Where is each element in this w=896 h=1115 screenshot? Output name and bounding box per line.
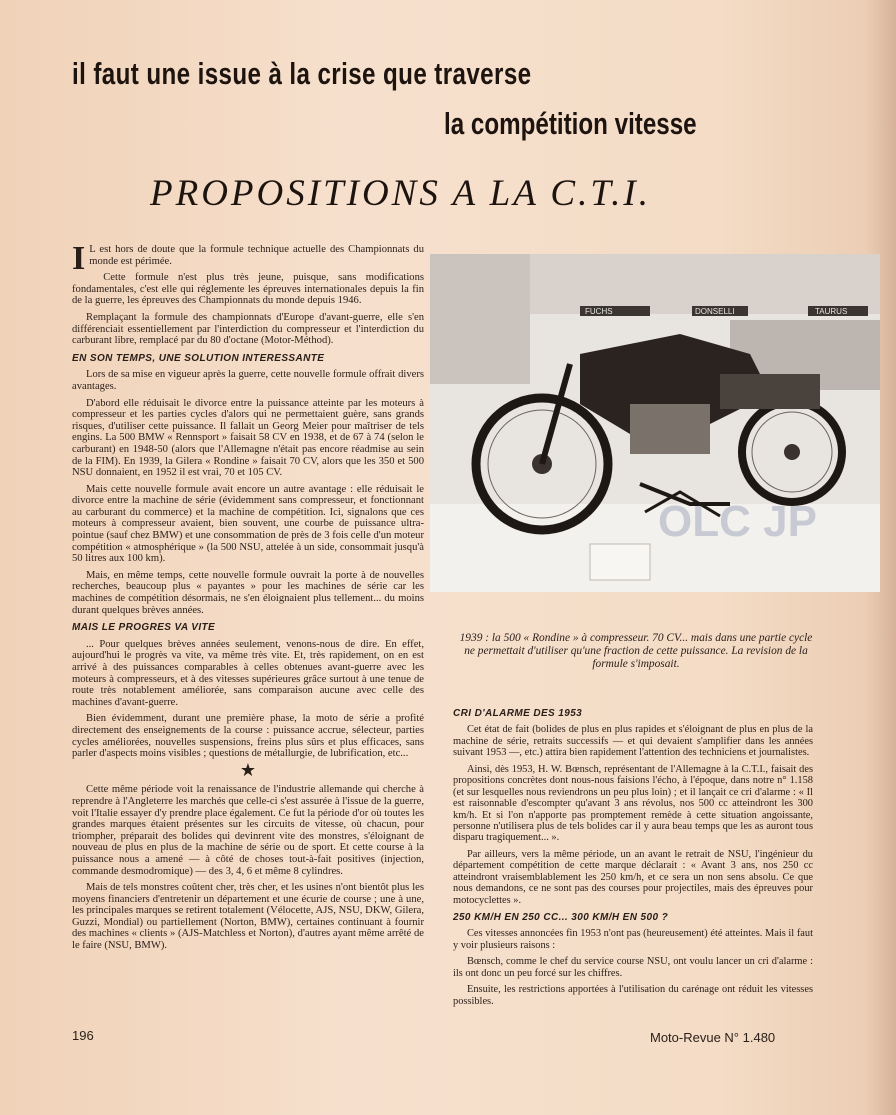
paragraph: Cet état de fait (bolides de plus en plus rapides et s'éloignant de plus en plus de la machine de série, retraits successifs — et qui devaient s'amplifier dans les années suivant 1953 —, etc.) attira bien rapidement l'attention des techniciens et journalistes. <box>453 724 813 759</box>
page-number: 196 <box>72 1028 94 1043</box>
paragraph: Mais, en même temps, cette nouvelle formule ouvrait la porte à de nouvelles recherches, beaucoup plus « payantes » pour les machines de série car les machines de compétition désormais, ne s'en éloignaient plus tellement... du moins durant quelques brèves années. <box>72 569 424 616</box>
stand-sign-fuchs: FUCHS <box>585 307 613 316</box>
paragraph: Ainsi, dès 1953, H. W. Bœnsch, représentant de l'Allemagne à la C.T.I., faisait des propositions concrètes dont nous-nous faisions l'écho, à l'époque, dans notre n° 1.158 (et sur lesquelles nous reviendrons un peu plus loin) ; et il lançait ce cri d'alarme : « Il est raisonnable d'escompter qu'avant 3 ans révolus, nos 500 cc atteindront les 300 km/h. Et si l'on n'apporte pas promptement remède à cette situation angoissante, personne n'utilisera plus de tels bolides car il y aura beau temps que les as auront tous disparu tragiquement... ». <box>453 763 813 844</box>
motorcycle-photo <box>430 254 880 592</box>
stand-sign-taurus: TAURUS <box>815 307 848 316</box>
paragraph: Lors de sa mise en vigueur après la guerre, cette nouvelle formule offrait divers avantages. <box>72 369 424 392</box>
magazine-issue: Moto-Revue N° 1.480 <box>650 1030 776 1045</box>
paragraph: Cette même période voit la renaissance de l'industrie allemande qui cherche à reprendre à l'Angleterre les marchés que celle-ci s'est assurée à l'issue de la guerre, voit l'Italie essayer d'y prendre place également. Ce fut la période d'or où toutes les grandes marques étaient présentes sur les circuits de vitesse, où chacun, pour triompher, préparait des bolides qui devinrent vite des monstres, s'éloignant de nouveau de plus en plus de la machine de série ou de sport. Et cette course à la puissance nous a amené — à côté de choses tout-à-fait positives (injection, commande desmodromique) — des 3, 4, 6 et même 8 cylindres. <box>72 784 424 877</box>
paragraph: Ensuite, les restrictions apportées à l'utilisation du carénage ont réduit les vitesses possibles. <box>453 984 813 1007</box>
paragraph: Ces vitesses annoncées fin 1953 n'ont pas (heureusement) été atteintes. Mais il faut y voir plusieurs raisons : <box>453 928 813 951</box>
section-heading: 250 KM/H EN 250 CC... 300 KM/H EN 500 ? <box>453 912 669 923</box>
motorcycle-illustration <box>430 254 880 592</box>
photo-caption: 1939 : la 500 « Rondine » à compresseur. 70 CV... mais dans une partie cycle ne permettait d'utiliser qu'une fraction de cette puissance. La revision de la formule s'imposait. <box>459 632 813 670</box>
paragraph: D'abord elle réduisait le divorce entre la puissance atteinte par les moteurs à compresseur et les parties cycles d'alors qui ne permettaient guère, sans grands risques, d'utiliser cette puissance. Il fallait un Georg Meier pour maîtriser de tels engins. La 500 BMW « Rennsport » faisait 58 CV en 1938, et de 67 à 74 (selon le carburant) en 1948-50 (alors que l'Allemagne n'était pas encore réadmise au sein de la FIM). En 1939, la Gilera « Rondine » faisait 70 CV, alors que les 350 et 500 NSU donnaient, en 1952 il est vrai, 70 et 105 CV. <box>72 397 424 479</box>
paragraph: Mais cette nouvelle formule avait encore un autre avantage : elle réduisait le divorce entre la machine de série (évidemment sans compresseur, et fonctionnant au carburant du commerce) et la machine de compétition. Ici, signalons que ces moteurs à compresseur avaient, bien souvent, une courbe de puissance ultra-pointue (sauf chez BMW) et une consommation de près de 3 fois celle d'un moteur compétition « atmosphérique » (la 500 NSU, attelée à un side, consommait jusqu'à 50 litres aux 100 km). <box>72 483 424 565</box>
paragraph: Bœnsch, comme le chef du service course NSU, ont voulu lancer un cri d'alarme : ils ont donc un peu forcé sur les chiffres. <box>453 956 813 979</box>
drop-cap: I <box>72 240 86 277</box>
paragraph: Par ailleurs, vers la même période, un an avant le retrait de NSU, l'ingénieur du département compétition de cette marque déclarait : « Avant 3 ans, nos 250 cc atteindront vraisemblablement les 250 km/h, et ce sera un non sens absolu. Ce que nous demandons, ce ne sont pas des courses pour projectiles, mais des épreuves pour motocyclettes ». <box>453 848 813 906</box>
headline-line-1: il faut une issue à la crise que traverse <box>72 56 532 91</box>
stand-sign-donselli: DONSELLI <box>695 307 735 316</box>
paragraph: Cette formule n'est plus très jeune, puisque, sans modifications fondamentales, c'est elle qui réglemente les épreuves internationales depuis la fin de la guerre, les épreuves des Championnats du monde depuis 1946. <box>72 272 424 307</box>
headline-line-2: la compétition vitesse <box>444 106 697 141</box>
section-heading: EN SON TEMPS, UNE SOLUTION INTERESSANTE <box>72 352 325 364</box>
watermark-logo: OLC JP <box>658 497 817 546</box>
paragraph: Mais de tels monstres coûtent cher, très cher, et les usines n'ont bientôt plus les moyens financiers d'entretenir un département et une écurie de course ; une à une, les principales marques se retirent totalement (Vélocette, AJS, NSU, DKW, Gilera, Guzzi, Mondial) ou partiellement (Norton, BMW), certaines continuant à fournir des machines « clients » (AJS-Matchless et Norton), d'autres ayant même arrêté de le faire (NSU, BMW). <box>72 882 424 952</box>
section-divider-star: ★ <box>239 759 257 780</box>
paragraph: ... Pour quelques brèves années seulement, venons-nous de dire. En effet, aujourd'hui le progrès va vite, va même très vite. Et, très rapidement, on en est arrivé à des puissances comparables à celles obtenues avant-guerre avec les moteurs à compresseurs, et à des vitesses supérieures grâce surtout à une tenue de route très notablement améliorée, sans comparaison aucune avec celle des machines d'avant-guerre. <box>72 638 424 708</box>
article-title: PROPOSITIONS A LA C.T.I. <box>150 173 651 214</box>
section-heading: MAIS LE PROGRES VA VITE <box>72 622 216 634</box>
paragraph-intro: I L est hors de doute que la formule technique actuelle des Championnats du monde est périmée. <box>72 240 424 277</box>
paragraph: Bien évidemment, durant une première phase, la moto de série a profité directement des enseignements de la course : puissance accrue, sélecteur, parties cycles améliorées, nouvelles suspensions, freins plus sûrs et plus efficaces, sans parler d'aspects moins visibles ; questions de métallurgie, de lubrification, etc... <box>72 713 424 760</box>
section-heading: CRI D'ALARME DES 1953 <box>453 708 583 719</box>
right-column <box>453 702 813 1012</box>
paragraph: Remplaçant la formule des championnats d'Europe d'avant-guerre, elle s'en différenciait essentiellement par l'interdiction du compresseur et l'interdiction du carburant libre, remplacé par du 80 d'octane (Motor-Méthod). <box>72 311 424 347</box>
left-column-upper <box>72 240 424 957</box>
